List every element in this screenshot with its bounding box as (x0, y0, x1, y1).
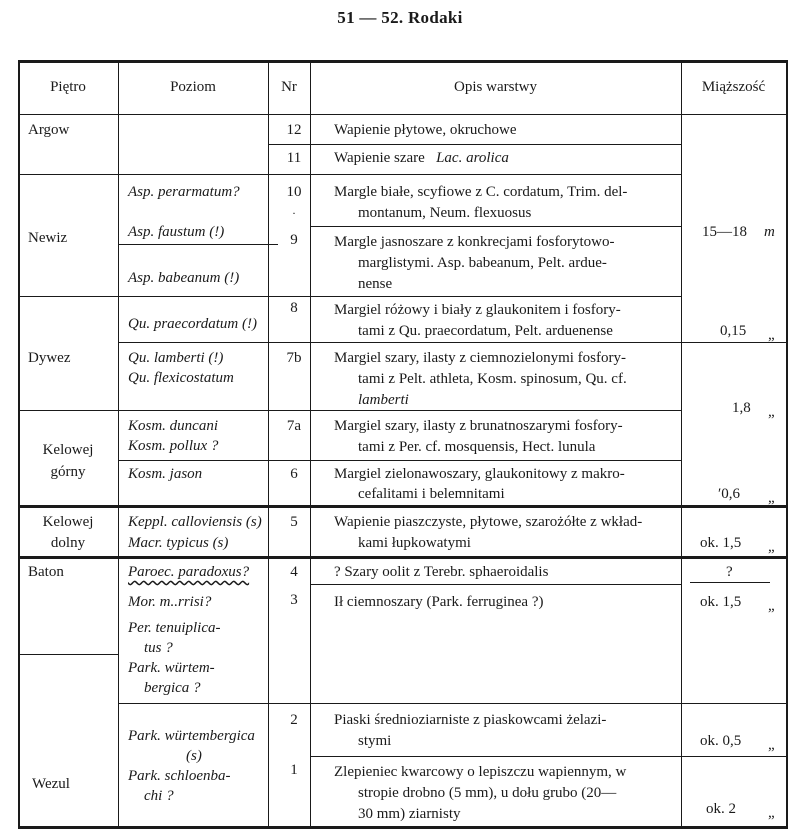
opis-11-fossil: Lac. arolica (436, 150, 509, 166)
opis-1-line2: stropie drobno (5 mm), u dołu grubo (20— (358, 785, 617, 801)
col-rule-poziom (118, 60, 119, 828)
miazszosc-5-ditto: „ (768, 539, 775, 555)
opis-1-line3: 30 mm) ziarnisty (358, 806, 461, 822)
miazszosc-7: 1,8 (732, 400, 751, 416)
poziom-qu-lamberti: Qu. lamberti (!) (128, 350, 224, 366)
page-title: 51 — 52. Rodaki (337, 8, 463, 27)
rule-7a-6 (118, 460, 681, 461)
opis-10-line2: montanum, Neum. flexuosus (358, 205, 532, 221)
header-pietro: Piętro (50, 79, 86, 95)
opis-11-text: Wapienie szare (334, 150, 425, 166)
nr-5: 5 (290, 514, 298, 530)
opis-4: ? Szary oolit z Terebr. sphaeroidalis (334, 564, 549, 580)
opis-5-line2: kami łupkowatymi (358, 535, 471, 551)
nr-3: 3 (290, 592, 298, 608)
poziom-kosm-pollux: Kosm. pollux ? (128, 438, 219, 454)
poziom-kosm-jason: Kosm. jason (128, 466, 203, 482)
poziom-qu-praecordatum: Qu. praecordatum (!) (128, 316, 258, 332)
opis-12: Wapienie płytowe, okruchowe (334, 122, 517, 138)
header-opis: Opis warstwy (454, 79, 537, 95)
poziom-kosm-duncani: Kosm. duncani (128, 418, 218, 434)
miazszosc-3: ok. 1,5 (700, 594, 742, 610)
rule-8-7b (118, 342, 681, 343)
miazszosc-3-ditto: „ (768, 598, 775, 614)
miazszosc-2-ditto: „ (768, 737, 775, 753)
nr-9: 9 (290, 232, 298, 248)
poziom-asp-faustum: Asp. faustum (!) (128, 224, 225, 240)
opis-8-line1: Margiel różowy i biały z glaukonitem i fosfory- (334, 302, 621, 318)
pietro-newiz: Newiz (28, 230, 68, 246)
rule-kelowej-baton (18, 556, 788, 559)
miazszosc-2: ok. 0,5 (700, 733, 742, 749)
miazszosc-1: ok. 2 (706, 801, 736, 817)
nr-7a: 7a (286, 418, 302, 434)
opis-9-line3: nense (358, 276, 393, 292)
miazszosc-7-ditto: „ (768, 404, 775, 420)
miazszosc-8-ditto: „ (768, 327, 775, 343)
poziom-park-s-2: chi ? (144, 788, 174, 804)
pietro-kelowej-gorny-2: górny (50, 464, 86, 480)
pietro-wezul: Wezul (32, 776, 70, 792)
opis-5-line1: Wapienie piaszczyste, płytowe, szarożółte z wkład- (334, 514, 643, 530)
miazszosc-6-ditto: „ (768, 490, 775, 506)
opis-10-line1: Margle białe, scyfiowe z C. cordatum, Trim. del- (334, 184, 628, 200)
opis-9-line1: Margle jasnoszare z konkrecjami fosforytowo- (334, 234, 615, 250)
pietro-kelowej-dolny-2: dolny (50, 535, 86, 551)
rule-4-3 (310, 584, 681, 585)
rule-faustum (118, 244, 278, 245)
opis-7a-line1: Margiel szary, ilasty z brunatnoszarymi fosfory- (334, 418, 623, 434)
opis-7b-line2: tami z Pelt. athleta, Kosm. spinosum, Qu. cf. (358, 371, 627, 387)
poziom-park-w1-2: bergica ? (144, 680, 201, 696)
nr-7b: 7b (286, 350, 302, 366)
poziom-asp-babeanum: Asp. babeanum (!) (128, 270, 240, 286)
pietro-baton: Baton (28, 564, 64, 580)
miazszosc-4: ? (726, 564, 733, 580)
poziom-keppl: Keppl. calloviensis (s) (128, 514, 262, 530)
opis-3: Ił ciemnoszary (Park. ferruginea ?) (334, 594, 544, 610)
nr-4: 4 (290, 564, 298, 580)
poziom-mor: Mor. m..rrisi? (128, 594, 212, 610)
miazszosc-1-ditto: „ (768, 805, 775, 821)
header-nr: Nr (281, 79, 297, 95)
poziom-paroec: Paroec. paradoxus? (128, 564, 250, 580)
nr-2: 2 (290, 712, 298, 728)
poziom-park-w2-2: (s) (186, 748, 202, 764)
opis-7a-line2: tami z Per. cf. mosquensis, Hect. lunula (358, 439, 596, 455)
rule-2-1 (310, 756, 788, 757)
rule-12-11 (268, 144, 681, 145)
opis-2-line1: Piaski średnioziarniste z piaskowcami żelazi- (334, 712, 607, 728)
opis-2-line2: stymi (358, 733, 392, 749)
poziom-park-w1-1: Park. würtem- (128, 660, 215, 676)
nr-1: 1 (290, 762, 298, 778)
poziom-per-1: Per. tenuiplica- (128, 620, 221, 636)
opis-1-line1: Zlepieniec kwarcowy o lepiszczu wapiennym, w (334, 764, 627, 780)
rule-3-2 (118, 703, 788, 704)
header-bottom-rule (18, 114, 788, 115)
table-right-rule (786, 60, 788, 828)
nr-12: 12 (286, 122, 302, 138)
rule-baton-wezul (18, 654, 118, 655)
poziom-qu-flexicostatum: Qu. flexicostatum (128, 370, 234, 386)
col-rule-miazszosc (681, 60, 682, 828)
poziom-per-2: tus ? (144, 640, 173, 656)
miazszosc-8: 0,15 (720, 323, 747, 339)
header-miazszosc: Miąższość (701, 79, 766, 95)
table-bottom-rule (18, 826, 788, 829)
poziom-macr: Macr. typicus (s) (128, 535, 229, 551)
nr-8: 8 (290, 300, 298, 316)
opis-8-line2: tami z Qu. praecordatum, Pelt. arduenense (358, 323, 613, 339)
pietro-dywez: Dywez (28, 350, 71, 366)
pietro-kelowej-dolny-1: Kelowej (42, 514, 94, 530)
poziom-park-w2-1: Park. würtembergica (128, 728, 255, 744)
rule-kelowej-gorny-dolny (18, 505, 788, 508)
table-top-rule (18, 60, 788, 63)
miazszosc-5: ok. 1,5 (700, 535, 742, 551)
pietro-kelowej-gorny-1: Kelowej (42, 442, 94, 458)
nr-10: 10 (286, 184, 302, 200)
nr-dot: . (292, 203, 296, 217)
opis-6-line1: Margiel zielonawoszary, glaukonitowy z makro- (334, 466, 625, 482)
nr-11: 11 (286, 150, 302, 166)
nr-6: 6 (290, 466, 298, 482)
poziom-park-s-1: Park. schloenba- (128, 768, 231, 784)
rule-10-9 (310, 226, 681, 227)
opis-11 (334, 148, 509, 169)
header-poziom: Poziom (170, 79, 216, 95)
miazszosc-newiz-unit: m (764, 224, 775, 240)
poziom-asp-perarmatum: Asp. perarmatum? (128, 184, 240, 200)
pietro-argow: Argow (28, 122, 70, 138)
miazszosc-6: ′0,6 (718, 486, 741, 502)
opis-7b-line3: lamberti (358, 392, 409, 408)
opis-9-line2: marglistymi. Asp. babeanum, Pelt. ardue- (358, 255, 607, 271)
opis-6-line2: cefalitami i belemnitami (358, 486, 505, 502)
opis-7b-line1: Margiel szary, ilasty z ciemnozielonymi fosfory- (334, 350, 626, 366)
miazszosc-newiz: 15—18 (702, 224, 747, 240)
